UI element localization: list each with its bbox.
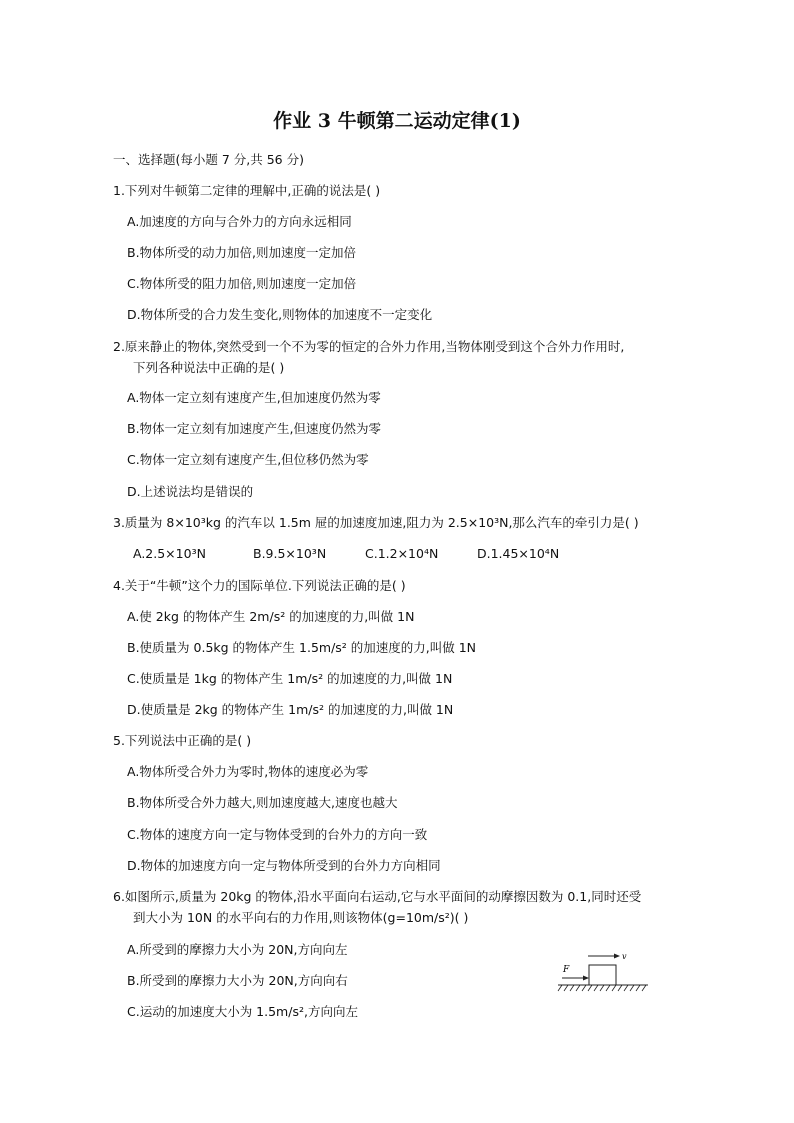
q4-option-a: A.使 2kg 的物体产生 2m/s² 的加速度的力,叫做 1N bbox=[127, 609, 415, 624]
velocity-arrowhead bbox=[614, 954, 620, 959]
q1-option-a: A.加速度的方向与合外力的方向永远相同 bbox=[127, 214, 352, 229]
q2-option-c: C.物体一定立刻有速度产生,但位移仍然为零 bbox=[127, 452, 369, 467]
q6-option-b: B.所受到的摩擦力大小为 20N,方向向右 bbox=[127, 973, 348, 988]
q2-stem-line2: 下列各种说法中正确的是( ) bbox=[133, 360, 285, 375]
q6-option-c: C.运动的加速度大小为 1.5m/s²,方向向左 bbox=[127, 1004, 358, 1019]
q1-option-c: C.物体所受的阻力加倍,则加速度一定加倍 bbox=[127, 276, 357, 291]
block bbox=[589, 965, 616, 985]
q2-option-d: D.上述说法均是错误的 bbox=[127, 484, 254, 499]
q5-option-b: B.物体所受合外力越大,则加速度越大,速度也越大 bbox=[127, 795, 398, 810]
q3-option-d: D.1.45×10⁴N bbox=[477, 546, 560, 561]
q5-option-d: D.物体的加速度方向一定与物体所受到的台外力方向相同 bbox=[127, 858, 441, 873]
q4-option-d: D.使质量是 2kg 的物体产生 1m/s² 的加速度的力,叫做 1N bbox=[127, 702, 454, 717]
ground-hatching bbox=[558, 985, 646, 991]
q5-stem: 5.下列说法中正确的是( ) bbox=[113, 733, 252, 748]
q6-stem-line1: 6.如图所示,质量为 20kg 的物体,沿水平面向右运动,它与水平面间的动摩擦因数为 0.1,同时还受 bbox=[113, 889, 642, 904]
q2-stem-line1: 2.原来静止的物体,突然受到一个不为零的恒定的合外力作用,当物体刚受到这个合外力作用时, bbox=[113, 339, 625, 354]
q4-option-c: C.使质量是 1kg 的物体产生 1m/s² 的加速度的力,叫做 1N bbox=[127, 671, 453, 686]
q5-option-a: A.物体所受合外力为零时,物体的速度必为零 bbox=[127, 764, 369, 779]
force-arrowhead bbox=[583, 976, 589, 981]
q1-stem: 1.下列对牛顿第二定律的理解中,正确的说法是( ) bbox=[113, 183, 381, 198]
q2-option-b: B.物体一定立刻有加速度产生,但速度仍然为零 bbox=[127, 421, 382, 436]
q4-option-b: B.使质量为 0.5kg 的物体产生 1.5m/s² 的加速度的力,叫做 1N bbox=[127, 640, 477, 655]
q4-stem: 4.关于“牛顿”这个力的国际单位.下列说法正确的是( ) bbox=[113, 578, 406, 593]
q5-option-c: C.物体的速度方向一定与物体受到的台外力的方向一致 bbox=[127, 827, 428, 842]
q3-option-a: A.2.5×10³N bbox=[133, 546, 206, 561]
q1-option-d: D.物体所受的合力发生变化,则物体的加速度不一定变化 bbox=[127, 307, 433, 322]
q6-stem-line2: 到大小为 10N 的水平向右的力作用,则该物体(g=10m/s²)( ) bbox=[133, 910, 469, 925]
force-label: F bbox=[563, 965, 570, 975]
page-title: 作业 3 牛顿第二运动定律(1) bbox=[273, 110, 521, 132]
velocity-label: v bbox=[622, 952, 627, 961]
q3-option-b: B.9.5×10³N bbox=[253, 546, 327, 561]
q3-stem: 3.质量为 8×10³kg 的汽车以 1.5m 屉的加速度加速,阻力为 2.5×10³N,那么汽车的牵引力是( ) bbox=[113, 515, 639, 530]
q2-option-a: A.物体一定立刻有速度产生,但加速度仍然为零 bbox=[127, 390, 381, 405]
q3-options bbox=[133, 546, 559, 561]
force-diagram bbox=[556, 948, 652, 998]
q1-option-b: B.物体所受的动力加倍,则加速度一定加倍 bbox=[127, 245, 357, 260]
q3-option-c: C.1.2×10⁴N bbox=[365, 546, 439, 561]
q6-option-a: A.所受到的摩擦力大小为 20N,方向向左 bbox=[127, 942, 348, 957]
section-heading: 一、选择题(每小题 7 分,共 56 分) bbox=[113, 152, 304, 167]
